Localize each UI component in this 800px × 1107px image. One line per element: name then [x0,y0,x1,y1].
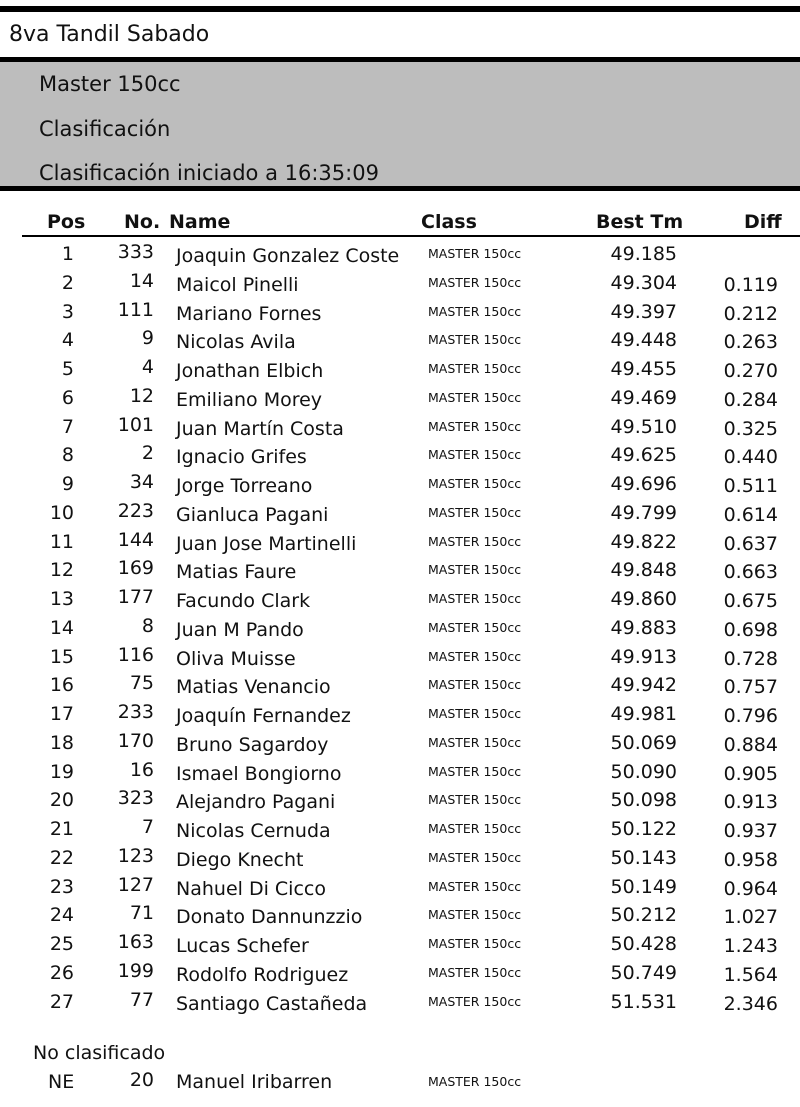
cell-pos: 4 [61,329,74,352]
cell-pos: 26 [49,961,74,984]
cell-pos: 9 [61,473,74,495]
cell-diff: 0.637 [723,532,778,555]
table-row [0,298,800,327]
cell-best: 51.531 [610,990,677,1013]
cell-no: 123 [117,844,154,867]
cell-name: Gianluca Pagani [176,503,329,526]
cell-pos: 17 [49,703,74,725]
col-no: No. [124,211,161,233]
cell-name: Nicolas Avila [176,331,296,354]
cell-no: 7 [141,816,154,838]
nc-name: Manuel Iribarren [176,1071,333,1093]
event-title: 8va Tandil Sabado [9,22,210,47]
cell-diff: 0.212 [723,302,778,325]
cell-no: 77 [129,988,154,1011]
cell-name: Joaquín Fernandez [176,705,351,727]
cell-best: 49.304 [610,271,677,294]
cell-name: Joaquin Gonzalez Coste [176,245,400,267]
cell-class: MASTER 150cc [428,878,522,894]
cell-class: MASTER 150cc [428,591,522,606]
cell-class: MASTER 150cc [428,447,522,463]
cell-pos: 22 [49,846,74,869]
table-row [0,528,800,557]
cell-best: 49.822 [610,530,677,553]
cell-name: Oliva Muisse [176,647,296,670]
cell-best: 49.913 [610,645,677,668]
table-row [0,815,800,844]
cell-no: 75 [129,672,154,695]
cell-pos: 23 [49,875,74,898]
cell-pos: 8 [61,444,74,467]
cell-no: 4 [141,356,154,378]
cell-best: 50.212 [610,904,677,927]
cell-pos: 12 [49,559,74,582]
cell-diff: 0.440 [723,446,778,469]
cell-class: MASTER 150cc [428,763,522,779]
table-row [0,413,800,442]
cell-class: MASTER 150cc [428,792,522,808]
cell-pos: 1 [61,243,74,265]
cell-best: 49.860 [610,588,677,610]
cell-class: MASTER 150cc [428,821,522,836]
cell-no: 333 [117,241,154,263]
cell-diff: 0.698 [723,618,778,641]
cell-diff: 0.511 [723,475,778,497]
cell-best: 50.069 [610,731,677,754]
cell-best: 50.143 [610,846,677,869]
cell-diff: 0.884 [723,733,778,756]
table-row [0,585,800,614]
cell-best: 49.799 [610,501,677,524]
category-label: Master 150cc [39,72,181,96]
cell-best: 49.397 [610,300,677,323]
cell-class: MASTER 150cc [428,936,522,951]
cell-diff: 0.284 [723,388,778,411]
cell-diff: 0.728 [723,647,778,670]
cell-pos: 13 [49,588,74,610]
cell-no: 199 [117,959,154,982]
cell-diff: 0.964 [723,877,778,900]
col-diff: Diff [744,211,782,233]
cell-diff: 0.119 [723,273,778,296]
cell-no: 177 [117,586,154,608]
cell-name: Facundo Clark [176,590,311,612]
cell-diff: 1.243 [723,935,778,957]
cell-best: 49.848 [610,559,677,582]
cell-class: MASTER 150cc [428,533,522,549]
cell-pos: 2 [61,271,74,294]
cell-name: Rodolfo Rodriguez [176,963,349,986]
cell-no: 116 [117,643,154,666]
cell-name: Juan M Pando [176,618,304,641]
cell-class: MASTER 150cc [428,274,522,290]
cell-diff: 0.913 [723,791,778,814]
table-row [0,786,800,815]
cell-pos: 15 [49,645,74,668]
cell-best: 50.090 [610,760,677,783]
cell-diff: 2.346 [723,992,778,1015]
cell-best: 49.942 [610,674,677,697]
results-table [0,240,800,1016]
cell-best: 49.883 [610,616,677,639]
cell-best: 50.149 [610,875,677,898]
table-row [0,758,800,787]
cell-best: 49.185 [610,243,677,265]
table-row [0,499,800,528]
cell-best: 50.122 [610,818,677,840]
cell-best: 50.098 [610,789,677,812]
session-header [0,57,800,191]
cell-diff: 0.796 [723,705,778,727]
table-row [0,326,800,355]
nc-pos: NE [48,1071,75,1093]
cell-best: 49.455 [610,358,677,380]
cell-name: Diego Knecht [176,848,304,871]
not-classified-title: No clasificado [33,1042,166,1064]
table-row [0,614,800,643]
table-row [0,441,800,470]
cell-no: 223 [117,499,154,522]
nc-class: MASTER 150cc [428,1074,522,1089]
cell-class: MASTER 150cc [428,504,522,520]
table-row [0,959,800,988]
table-row [0,671,800,700]
table-row [0,384,800,413]
cell-name: Jonathan Elbich [176,360,324,382]
cell-pos: 25 [49,933,74,955]
cell-name: Lucas Schefer [176,935,309,957]
table-row [0,988,800,1017]
cell-pos: 27 [49,990,74,1013]
cell-class: MASTER 150cc [428,476,522,491]
cell-name: Maicol Pinelli [176,273,299,296]
session-label: Clasificación [39,117,171,141]
table-row [0,930,800,959]
cell-best: 49.981 [610,703,677,725]
cell-best: 49.510 [610,415,677,438]
cell-diff: 0.325 [723,417,778,440]
table-row [0,470,800,499]
cell-name: Matias Faure [176,561,297,584]
cell-pos: 7 [61,415,74,438]
cell-best: 49.448 [610,329,677,352]
cell-no: 323 [117,787,154,810]
cell-best: 50.428 [610,933,677,955]
cell-name: Ignacio Grifes [176,446,307,469]
cell-diff: 1.027 [723,906,778,929]
cell-name: Nahuel Di Cicco [176,877,326,900]
cell-name: Alejandro Pagani [176,791,336,814]
cell-pos: 19 [49,760,74,783]
cell-no: 34 [129,471,154,493]
table-row [0,556,800,585]
cell-name: Jorge Torreano [176,475,313,497]
table-row [0,844,800,873]
cell-no: 111 [117,298,154,321]
cell-diff: 0.958 [723,848,778,871]
cell-diff: 0.270 [723,360,778,382]
cell-class: MASTER 150cc [428,619,522,635]
table-row [0,873,800,902]
cell-no: 71 [129,902,154,925]
col-pos: Pos [47,211,86,233]
table-row [0,901,800,930]
cell-pos: 10 [49,501,74,524]
cell-no: 16 [129,758,154,781]
session-start-label: Clasificación iniciado a 16:35:09 [39,161,379,185]
cell-name: Donato Dannunzzio [176,906,363,929]
cell-class: MASTER 150cc [428,303,522,319]
cell-class: MASTER 150cc [428,849,522,865]
cell-best: 50.749 [610,961,677,984]
table-row [0,729,800,758]
cell-name: Matias Venancio [176,676,331,699]
cell-diff: 0.905 [723,762,778,785]
not-classified-row [0,1068,800,1097]
cell-no: 144 [117,528,154,551]
cell-class: MASTER 150cc [428,734,522,750]
cell-no: 170 [117,729,154,752]
cell-class: MASTER 150cc [428,418,522,434]
col-class: Class [421,211,477,233]
cell-no: 2 [141,442,154,465]
cell-no: 8 [141,614,154,637]
cell-class: MASTER 150cc [428,562,522,578]
top-rule [0,6,800,12]
cell-class: MASTER 150cc [428,964,522,980]
cell-class: MASTER 150cc [428,706,522,721]
cell-name: Juan Martín Costa [176,417,344,440]
cell-name: Ismael Bongiorno [176,762,342,785]
cell-pos: 3 [61,300,74,323]
cell-best: 49.625 [610,444,677,467]
table-row [0,643,800,672]
cell-no: 12 [129,384,154,407]
cell-pos: 21 [49,818,74,840]
cell-best: 49.469 [610,386,677,409]
cell-best: 49.696 [610,473,677,495]
cell-pos: 6 [61,386,74,409]
table-row [0,355,800,384]
cell-pos: 24 [49,904,74,927]
cell-class: MASTER 150cc [428,907,522,923]
cell-no: 14 [129,269,154,292]
cell-diff: 0.263 [723,331,778,354]
cell-no: 169 [117,557,154,580]
cell-no: 163 [117,931,154,953]
cell-class: MASTER 150cc [428,993,522,1009]
cell-pos: 14 [49,616,74,639]
cell-no: 9 [141,327,154,350]
cell-name: Santiago Castañeda [176,992,368,1015]
cell-class: MASTER 150cc [428,246,522,261]
cell-diff: 1.564 [723,963,778,986]
col-best: Best Tm [596,211,684,233]
cell-name: Bruno Sagardoy [176,733,329,756]
cell-class: MASTER 150cc [428,361,522,376]
cell-class: MASTER 150cc [428,648,522,664]
cell-name: Emiliano Morey [176,388,323,411]
cell-pos: 16 [49,674,74,697]
cell-no: 127 [117,873,154,896]
cell-diff: 0.675 [723,590,778,612]
cell-no: 233 [117,701,154,723]
col-name: Name [169,211,231,233]
column-headers [22,209,800,237]
cell-class: MASTER 150cc [428,677,522,693]
nc-no: 20 [129,1069,154,1091]
cell-diff: 0.663 [723,561,778,584]
cell-pos: 20 [49,789,74,812]
cell-diff: 0.937 [723,820,778,842]
cell-diff: 0.757 [723,676,778,699]
cell-no: 101 [117,413,154,436]
cell-name: Mariano Fornes [176,302,322,325]
cell-pos: 11 [49,530,74,553]
table-row [0,700,800,729]
table-row [0,240,800,269]
cell-pos: 18 [49,731,74,754]
cell-pos: 5 [61,358,74,380]
table-row [0,269,800,298]
cell-name: Nicolas Cernuda [176,820,331,842]
cell-class: MASTER 150cc [428,389,522,405]
cell-class: MASTER 150cc [428,332,522,348]
cell-diff: 0.614 [723,503,778,526]
cell-name: Juan Jose Martinelli [176,532,357,555]
